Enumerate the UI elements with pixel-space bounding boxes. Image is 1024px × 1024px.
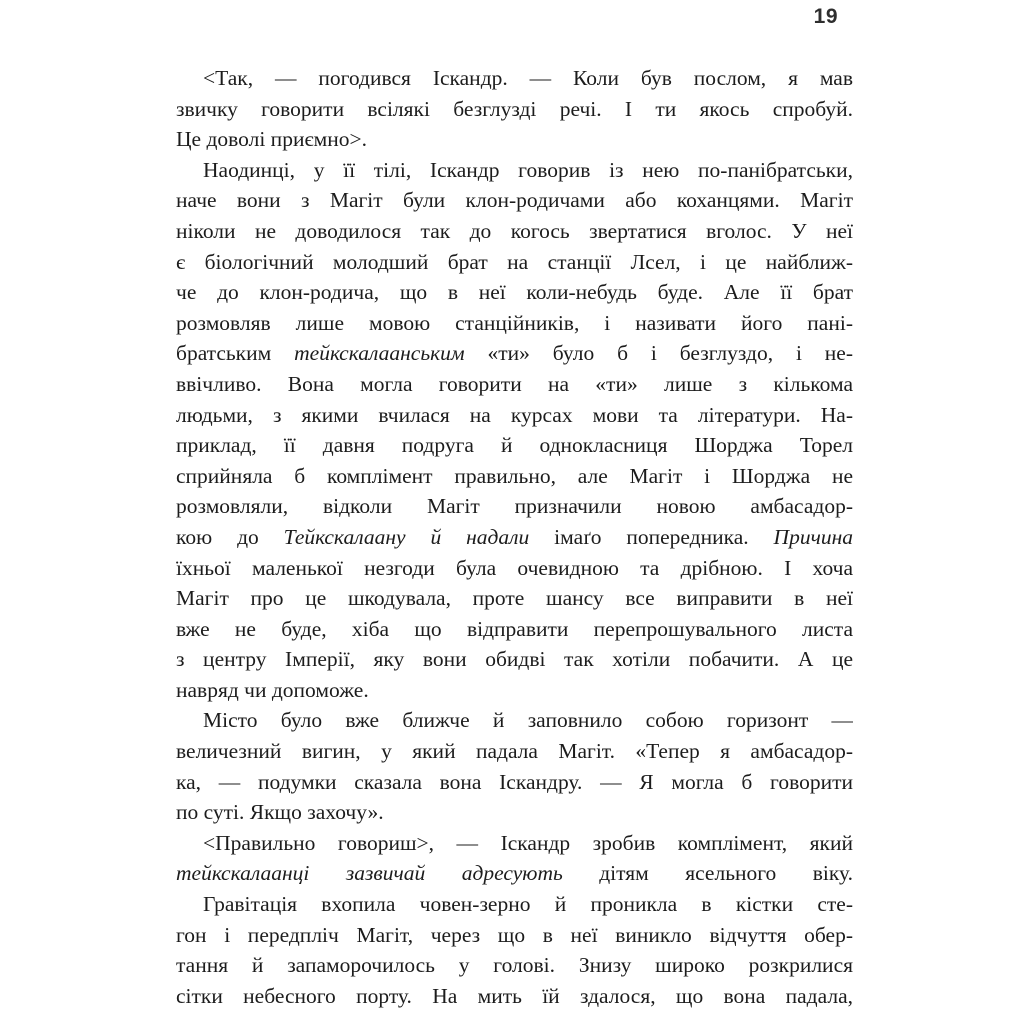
text-segment: величезний вигин, у який падала Магіт. «Тепер я амбасадор- (176, 739, 853, 764)
text-line (176, 828, 853, 859)
text-line (176, 277, 853, 308)
paragraph (176, 155, 853, 706)
text-segment: по суті. Якщо захочу». (176, 800, 384, 825)
text-line (176, 369, 853, 400)
text-line (176, 124, 853, 155)
text-segment: звичку говорити всілякі безглузді речі. І ти якось спробуй. (176, 96, 853, 121)
text-line (176, 950, 853, 981)
text-segment: з центру Імперії, яку вони обидві так хотіли побачити. А це (176, 647, 853, 672)
italic-text-segment: Тейкскалаану й надали (283, 524, 530, 549)
italic-text-segment: тейкскалаанським (294, 341, 465, 366)
text-line (176, 736, 853, 767)
text-segment: приклад, її давня подруга й однокласниця Шорджа Торел (176, 433, 853, 458)
text-segment: Магіт про це шкодувала, проте шансу все виправити в неї (176, 586, 853, 611)
text-line (176, 216, 853, 247)
text-segment: кою до (176, 524, 284, 549)
text-segment: розмовляв лише мовою станційників, і називати його пані- (176, 310, 853, 335)
text-segment: Це доволі приємно>. (176, 127, 368, 152)
text-line (176, 920, 853, 951)
text-line (176, 889, 853, 920)
text-line (176, 981, 853, 1012)
italic-text-segment: тейкскалаанці зазвичай адресують (176, 861, 563, 886)
paragraph (176, 63, 853, 155)
text-segment: <Правильно говориш>, — Іскандр зробив комплімент, який (203, 830, 853, 855)
text-segment: навряд чи допоможе. (176, 677, 369, 702)
text-line (176, 247, 853, 278)
text-line (176, 522, 853, 553)
text-segment: <Так, — погодився Іскандр. — Коли був послом, я мав (203, 66, 853, 90)
text-segment: є біологічний молодший брат на станції Лсел, і це найближ- (176, 249, 853, 274)
text-segment: братським (176, 341, 295, 366)
text-segment: людьми, з якими вчилася на курсах мови та літератури. На- (176, 402, 853, 427)
text-line (176, 553, 853, 584)
text-segment: Гравітація вхопила човен-зерно й проникла в кістки сте- (203, 892, 853, 917)
text-segment: ввічливо. Вона могла говорити на «ти» лише з кількома (176, 371, 853, 396)
text-segment: їхньої маленької незгоди була очевидною та дрібною. І хоча (176, 555, 853, 580)
text-segment: імаґо попередника. (529, 524, 774, 549)
text-line (176, 430, 853, 461)
text-segment: сітки небесного порту. На мить їй здалося, що вона падала, (176, 983, 853, 1008)
text-segment: тання й запаморочилось у голові. Знизу широко розкрилися (176, 953, 853, 978)
text-segment: Місто було вже ближче й заповнило собою горизонт — (203, 708, 853, 733)
text-line (176, 675, 853, 706)
text-line (176, 308, 853, 339)
text-line (176, 614, 853, 645)
text-segment: розмовляли, відколи Магіт призначили новою амбасадор- (176, 494, 853, 519)
text-line (176, 338, 853, 369)
text-line (176, 400, 853, 431)
italic-text-segment: Причина (773, 524, 853, 549)
text-segment: наче вони з Магіт були клон-родичами або коханцями. Магіт (176, 188, 853, 213)
paragraph (176, 705, 853, 827)
text-line (176, 644, 853, 675)
page-text (176, 63, 853, 1011)
text-segment: сприйняла б комплімент правильно, але Магіт і Шорджа не (176, 463, 853, 488)
text-line (176, 155, 853, 186)
text-segment: дітям ясельного віку. (562, 861, 853, 886)
text-line (176, 94, 853, 125)
text-segment: че до клон-родича, що в неї коли-небудь буде. Але її брат (176, 280, 853, 305)
text-line (176, 583, 853, 614)
text-segment: Наодинці, у її тілі, Іскандр говорив із нею по-панібратськи, (203, 157, 853, 182)
text-line (176, 767, 853, 798)
text-segment: ка, — подумки сказала вона Іскандру. — Я могла б говорити (176, 769, 853, 794)
text-segment: «ти» було б і безглуздо, і не- (464, 341, 853, 366)
text-line (176, 63, 853, 94)
text-segment: вже не буде, хіба що відправити перепрошувального листа (176, 616, 853, 641)
page-number: 19 (813, 5, 838, 28)
text-line (176, 185, 853, 216)
text-segment: гон і передпліч Магіт, через що в неї виникло відчуття обер- (176, 922, 853, 947)
paragraph (176, 889, 853, 1011)
text-line (176, 461, 853, 492)
text-line (176, 491, 853, 522)
text-segment: ніколи не доводилося так до когось звертатися вголос. У неї (176, 218, 853, 243)
text-line (176, 705, 853, 736)
text-line (176, 858, 853, 889)
text-line (176, 797, 853, 828)
paragraph (176, 828, 853, 889)
